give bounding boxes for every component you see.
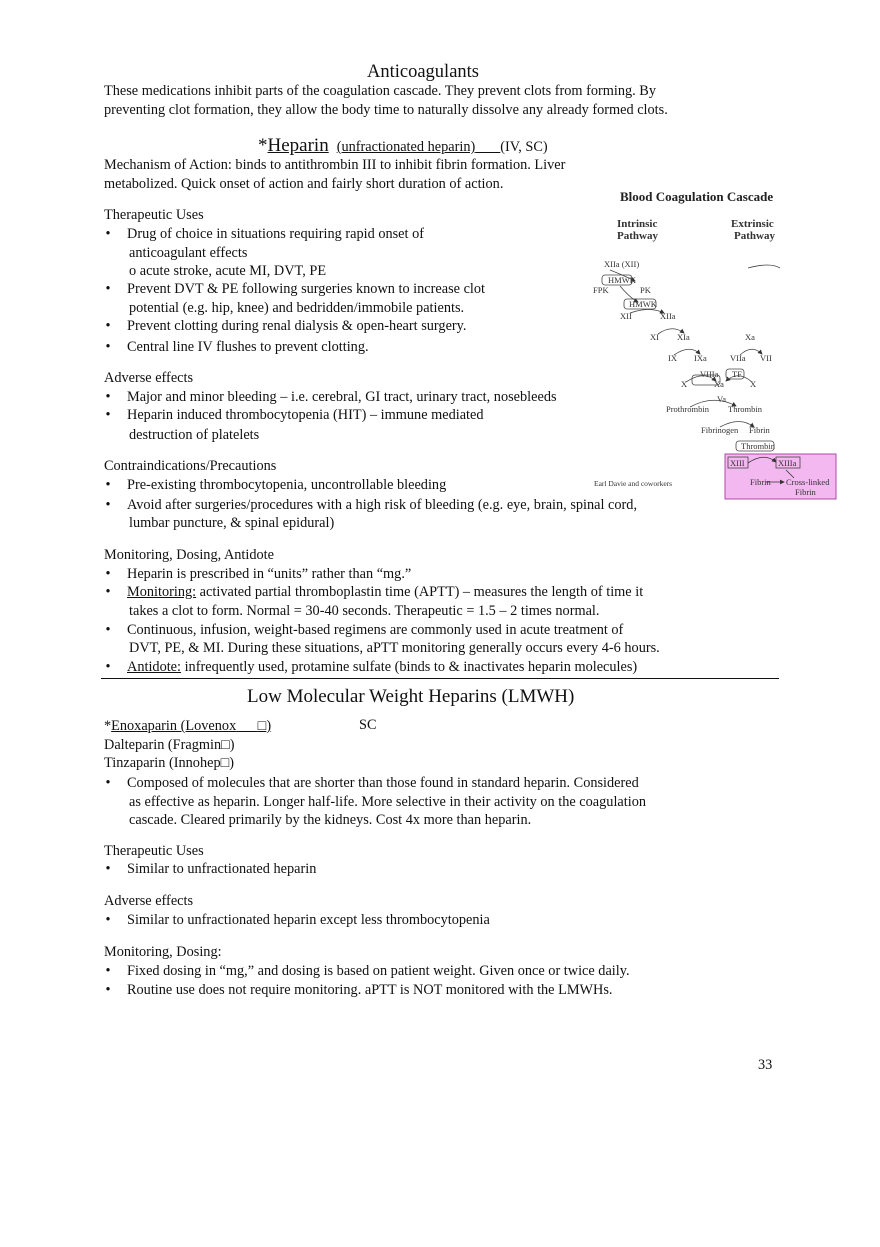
bullet: •: [105, 389, 111, 405]
heparin-star: *: [258, 135, 268, 156]
cascade-node: PK: [640, 285, 651, 295]
heparin-subtitle-text: (unfractionated heparin): [336, 139, 476, 155]
monitor-monitoring: [127, 583, 643, 601]
monitor-units: Heparin is prescribed in “units” rather than “mg.”: [127, 566, 412, 582]
lmwh-uses-heading: Therapeutic Uses: [104, 843, 204, 859]
heparin-subtitle: [337, 139, 501, 155]
tinzaparin-line: Tinzaparin (Innohep□): [104, 755, 234, 771]
lmwh-monitor-item-2: Routine use does not require monitoring. aPTT is NOT monitored with the LMWHs.: [127, 982, 613, 998]
heparin-route: (IV, SC): [500, 139, 548, 155]
uses-subitem: o acute stroke, acute MI, DVT, PE: [129, 263, 327, 279]
bullet: •: [105, 584, 111, 600]
cascade-node: Xa: [745, 332, 755, 342]
cascade-node: X: [750, 379, 757, 389]
cascade-node: HMWK: [608, 275, 636, 285]
monitor-heading: Monitoring, Dosing, Antidote: [104, 547, 274, 563]
contra-item-2: Avoid after surgeries/procedures with a high risk of bleeding (e.g. eye, brain, spinal cord,: [127, 497, 638, 513]
bullet: •: [105, 226, 111, 242]
cascade-node: XIIa: [660, 311, 676, 321]
extrinsic-label-2: Pathway: [734, 230, 775, 242]
heparin-name: Heparin: [267, 135, 329, 156]
cascade-node: FPK: [593, 285, 609, 295]
cascade-node: Fibrinogen: [701, 425, 739, 435]
cascade-arrow: [748, 265, 780, 268]
cascade-node: IX: [668, 353, 677, 363]
uses-item-3: Prevent clotting during renal dialysis & open-heart surgery.: [127, 318, 467, 334]
coagulation-cascade-figure: [580, 182, 842, 502]
uses-item-1: Drug of choice in situations requiring rapid onset of: [127, 226, 424, 242]
lmwh-adverse-heading: Adverse effects: [104, 893, 194, 909]
cascade-node: Thrombin: [741, 441, 775, 451]
bullet: •: [105, 622, 111, 638]
adverse-heading: Adverse effects: [104, 370, 194, 386]
adverse-item-1: Major and minor bleeding – i.e. cerebral, GI tract, urinary tract, nosebleeds: [127, 389, 557, 405]
cascade-node: XI: [650, 332, 659, 342]
monitor-continuous-cont: DVT, PE, & MI. During these situations, aPTT monitoring generally occurs every 4-6 hours.: [129, 640, 660, 656]
enox-name: [111, 718, 271, 734]
bullet: •: [105, 497, 111, 513]
lmwh-desc-3: cascade. Cleared primarily by the kidneys. Cost 4x more than heparin.: [129, 812, 532, 828]
extrinsic-label: Extrinsic: [731, 218, 774, 230]
cascade-node: HMWK: [629, 299, 657, 309]
uses-item-2: Prevent DVT & PE following surgeries known to increase clot: [127, 281, 486, 297]
cascade-node: IXa: [694, 353, 707, 363]
cascade-node: Xa: [714, 379, 724, 389]
enox-route: SC: [359, 717, 377, 733]
monitoring-text: activated partial thromboplastin time (APTT) – measures the length of time it: [196, 584, 644, 600]
cascade-node: XIII: [730, 458, 745, 468]
intrinsic-label: Intrinsic: [617, 218, 658, 230]
enoxaparin-line: [104, 717, 271, 735]
uses-item-4: Central line IV flushes to prevent clotting.: [127, 339, 369, 355]
lmwh-desc-2: as effective as heparin. Longer half-life. More selective in their activity on the coagulation: [129, 794, 646, 810]
heparin-heading: [258, 135, 548, 157]
contra-item-1: Pre-existing thrombocytopenia, uncontrollable bleeding: [127, 477, 447, 493]
cascade-node: X: [681, 379, 688, 389]
cascade-node: Fibrin: [750, 477, 771, 487]
bullet: •: [105, 775, 111, 791]
bullet: •: [105, 318, 111, 334]
cascade-node: VII: [760, 353, 772, 363]
lmwh-desc-1: Composed of molecules that are shorter than those found in standard heparin. Considered: [127, 775, 639, 791]
contra-item-2-cont: lumbar puncture, & spinal epidural): [129, 515, 335, 531]
intrinsic-label-2: Pathway: [617, 230, 658, 242]
bullet: •: [105, 566, 111, 582]
cascade-arrow: [630, 310, 664, 314]
moa-line-1: Mechanism of Action: binds to antithrombin III to inhibit fibrin formation. Liver: [104, 157, 566, 173]
cascade-node: Fibrin: [795, 487, 816, 497]
cascade-node: Fibrin: [749, 425, 770, 435]
bullet: •: [105, 912, 111, 928]
lmwh-adverse-item: Similar to unfractionated heparin except less thrombocytopenia: [127, 912, 490, 928]
bullet: •: [105, 477, 111, 493]
cascade-node: XIa: [677, 332, 690, 342]
bullet: •: [105, 407, 111, 423]
antidote-label: Antidote:: [127, 659, 182, 675]
antidote-text: infrequently used, protamine sulfate (binds to & inactivates heparin molecules): [181, 659, 638, 675]
cascade-node: TF: [732, 369, 742, 379]
cascade-node: Va: [717, 394, 726, 404]
cascade-node: XIIIa: [778, 458, 797, 468]
intro-line-1: These medications inhibit parts of the coagulation cascade. They prevent clots from forming. By: [104, 83, 656, 99]
monitor-monitoring-cont: takes a clot to form. Normal = 30-40 seconds. Therapeutic = 1.5 – 2 times normal.: [129, 603, 600, 619]
bullet: •: [105, 659, 111, 675]
cascade-node: Cross-linked: [786, 477, 830, 487]
section-divider: [101, 678, 779, 679]
cascade-credit: Earl Davie and coworkers: [594, 479, 673, 488]
monitor-continuous: Continuous, infusion, weight-based regimens are commonly used in acute treatment of: [127, 622, 624, 638]
monitor-antidote: [127, 658, 637, 676]
bullet: •: [105, 982, 111, 998]
registered-mark-icon: □: [257, 718, 267, 734]
enox-text: Enoxaparin (Lovenox: [111, 718, 237, 734]
lmwh-title: Low Molecular Weight Heparins (LMWH): [247, 686, 575, 707]
uses-item-1-cont: anticoagulant effects: [129, 245, 248, 261]
adverse-item-2-cont: destruction of platelets: [129, 427, 260, 443]
cascade-node: VIIa: [730, 353, 746, 363]
cascade-title: Blood Coagulation Cascade: [620, 189, 774, 204]
lmwh-uses-item: Similar to unfractionated heparin: [127, 861, 317, 877]
cascade-node: XIIa (XII): [604, 259, 640, 269]
uses-heading: Therapeutic Uses: [104, 207, 204, 223]
bullet: •: [105, 963, 111, 979]
bullet: •: [105, 281, 111, 297]
bullet: •: [105, 339, 111, 355]
lmwh-monitor-heading: Monitoring, Dosing:: [104, 944, 222, 960]
adverse-item-2: Heparin induced thrombocytopenia (HIT) – immune mediated: [127, 407, 484, 423]
cascade-node: XII: [620, 311, 632, 321]
cascade-node: VIIIa: [700, 369, 719, 379]
monitoring-label: Monitoring:: [127, 584, 197, 600]
bullet: •: [105, 861, 111, 877]
page-number: 33: [758, 1057, 773, 1073]
contra-heading: Contraindications/Precautions: [104, 458, 277, 474]
enox-star: *: [104, 718, 112, 734]
enox-close: ): [266, 718, 272, 734]
moa-line-2: metabolized. Quick onset of action and fairly short duration of action.: [104, 176, 504, 192]
page-title: Anticoagulants: [367, 62, 480, 82]
cascade-node: Thrombin: [728, 404, 762, 414]
intro-line-2: preventing clot formation, they allow the body time to naturally dissolve any already formed clots.: [104, 102, 668, 118]
dalteparin-line: Dalteparin (Fragmin□): [104, 737, 235, 753]
cascade-node: Prothrombin: [666, 404, 709, 414]
uses-item-2-cont: potential (e.g. hip, knee) and bedridden/immobile patients.: [129, 300, 465, 316]
lmwh-monitor-item-1: Fixed dosing in “mg,” and dosing is based on patient weight. Given once or twice daily.: [127, 963, 630, 979]
